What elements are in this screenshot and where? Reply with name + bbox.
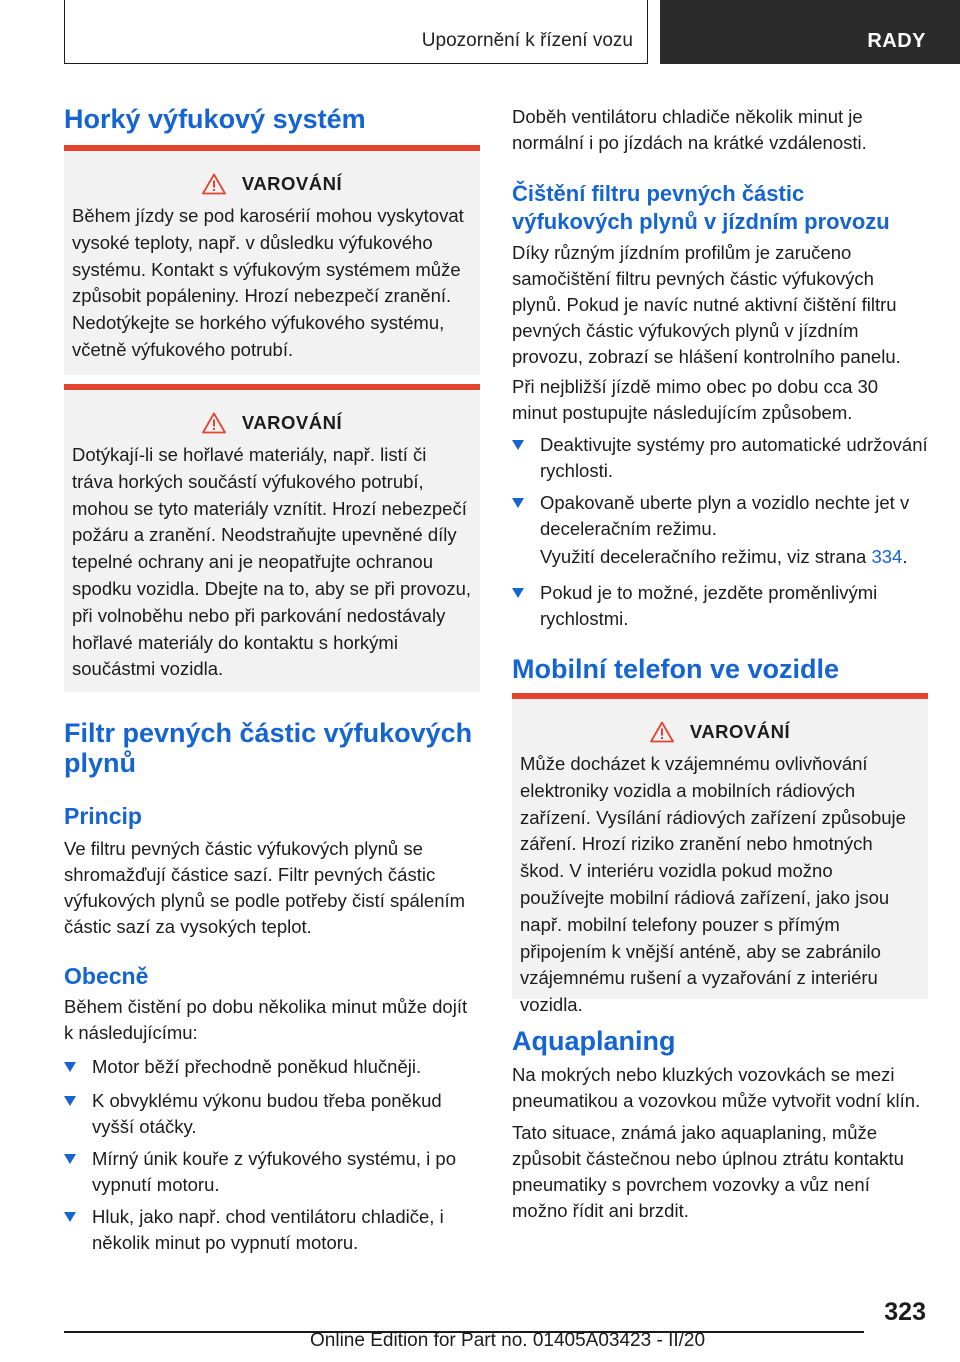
page-number: 323 bbox=[884, 1298, 926, 1326]
warning-text: Může docházet k vzájemnému ovlivňování elektroniky vozidla a mobilních rádiových zařízení. Vysílání rádiových zařízení způsobuje záření. Hrozí riziko zranění nebo hmotných škod. V interiéru vozidla pokud možno používejte mobilní rádiová zařízení, jako jsou např. mobilní telefony pouzer s přímým připojením k vnější anténě, aby se zabránilo vzájemnému rušení a vyzařování z interiéru vozidla. bbox=[520, 753, 906, 1016]
list-item: Motor běží přechodně poněkud hlučněji. bbox=[64, 1054, 480, 1080]
heading-principle: Princip bbox=[64, 803, 142, 829]
paragraph-fan-overrun: Doběh ventilátoru chladiče několik minut je normální i po jízdách na krátké vzdálenosti. bbox=[512, 106, 867, 153]
paragraph-aquaplaning-1: Na mokrých nebo kluzkých vozovkách se mezi pneumatikou a vozovkou může vytvořit vodní klín. bbox=[512, 1064, 921, 1111]
paragraph-principle: Ve filtru pevných částic výfukových plynů se shromažďují částice sazí. Filtr pevných částic výfukových plynů se podle potřeby čistí spálením částic sazí za vysokých teplot. bbox=[64, 838, 466, 937]
warning-box-flammable bbox=[64, 384, 480, 692]
paragraph-cleaning-1: Díky různým jízdním profilům je zaručeno samočištění filtru pevných částic výfukových plynů. Pokud je navíc nutné aktivní čištění filtru pevných částic výfukových plynů v jízdním provozu, zobrazí se hlášení kontrolního panelu. bbox=[512, 242, 901, 367]
bullet-arrow-icon bbox=[64, 1154, 76, 1164]
warning-header bbox=[520, 719, 920, 745]
bullet-arrow-icon bbox=[64, 1096, 76, 1106]
page-link[interactable]: 334 bbox=[871, 546, 903, 567]
bullet-arrow-icon bbox=[64, 1062, 76, 1072]
paragraph-general: Během čistění po dobu několika minut může dojít k následujícímu: bbox=[64, 996, 468, 1043]
warning-icon bbox=[650, 721, 674, 743]
list-item: Pokud je to možné, jezděte proměnlivými rychlostmi. bbox=[512, 580, 928, 632]
warning-header bbox=[72, 410, 472, 436]
heading-aquaplaning: Aquaplaning bbox=[512, 1026, 676, 1056]
warning-box-hot bbox=[64, 145, 480, 375]
warning-icon bbox=[202, 173, 226, 195]
list-item: Deaktivujte systémy pro automatické udržování rychlosti. bbox=[512, 432, 928, 484]
warning-text: Během jízdy se pod karosérií mohou vyskytovat vysoké teploty, např. v důsledku výfukového systému. Kontakt s výfukovým systémem může způsobit popáleniny. Hrozí nebezpečí zranění. Nedotýkejte se horkého výfukového systému, včetně výfukového potrubí. bbox=[72, 205, 464, 360]
chapter-title: RADY bbox=[867, 30, 926, 52]
list-item: Mírný únik kouře z výfukového systému, i po vypnutí motoru. bbox=[64, 1146, 480, 1198]
cross-reference: Využití deceleračního režimu, viz strana 334. bbox=[540, 546, 908, 567]
heading-hot-exhaust: Horký výfukový systém bbox=[64, 104, 366, 134]
list-item: K obvyklému výkonu budou třeba poněkud vyšší otáčky. bbox=[64, 1088, 480, 1140]
list-item: Opakovaně uberte plyn a vozidlo nechte jet v deceleračním režimu. bbox=[512, 490, 928, 542]
chapter-tab bbox=[660, 0, 960, 64]
bullet-arrow-icon bbox=[512, 498, 524, 508]
bullet-arrow-icon bbox=[64, 1212, 76, 1222]
footer-edition: Online Edition for Part no. 01405A03423 - II/20 bbox=[310, 1330, 706, 1351]
warning-title: VAROVÁNÍ bbox=[241, 173, 343, 194]
paragraph-aquaplaning-2: Tato situace, známá jako aquaplaning, může způsobit částečnou nebo úplnou ztrátu kontaktu pneumatiky s povrchem vozovky a vůz není možno řídit ani brzdit. bbox=[512, 1122, 904, 1221]
bullet-arrow-icon bbox=[512, 588, 524, 598]
heading-filter-cleaning: Čištění filtru pevných částic výfukových plynů v jízdním provozu bbox=[512, 181, 890, 234]
section-title: Upozornění k řízení vozu bbox=[421, 30, 633, 51]
warning-title: VAROVÁNÍ bbox=[241, 412, 343, 433]
warning-title: VAROVÁNÍ bbox=[689, 721, 791, 742]
heading-general: Obecně bbox=[64, 963, 149, 989]
warning-icon bbox=[202, 412, 226, 434]
list-item: Hluk, jako např. chod ventilátoru chladiče, i několik minut po vypnutí motoru. bbox=[64, 1204, 480, 1256]
warning-box-mobile bbox=[512, 693, 928, 1016]
heading-mobile-phone: Mobilní telefon ve vozidle bbox=[512, 654, 840, 684]
heading-particle-filter: Filtr pevných částic výfukových plynů bbox=[64, 718, 473, 778]
running-header bbox=[64, 0, 648, 64]
paragraph-cleaning-2: Při nejbližší jízdě mimo obec po dobu cca 30 minut postupujte následujícím způsobem. bbox=[512, 376, 879, 423]
warning-text: Dotýkají-li se hořlavé materiály, např. listí či tráva horkých součástí výfukového potrubí, mohou se tyto materiály vznítit. Hrozí nebezpečí požáru a zranění. Neodstraňujte upevněné díly tepelné ochrany ani je neopatřujte ochranou spodku vozidla. Dbejte na to, aby se při provozu, při volnoběhu nebo při parkování nedostávaly hořlavé materiály do kontaktu s horkými součástmi vozidla. bbox=[72, 444, 472, 680]
bullet-arrow-icon bbox=[512, 440, 524, 450]
warning-header bbox=[72, 171, 472, 197]
